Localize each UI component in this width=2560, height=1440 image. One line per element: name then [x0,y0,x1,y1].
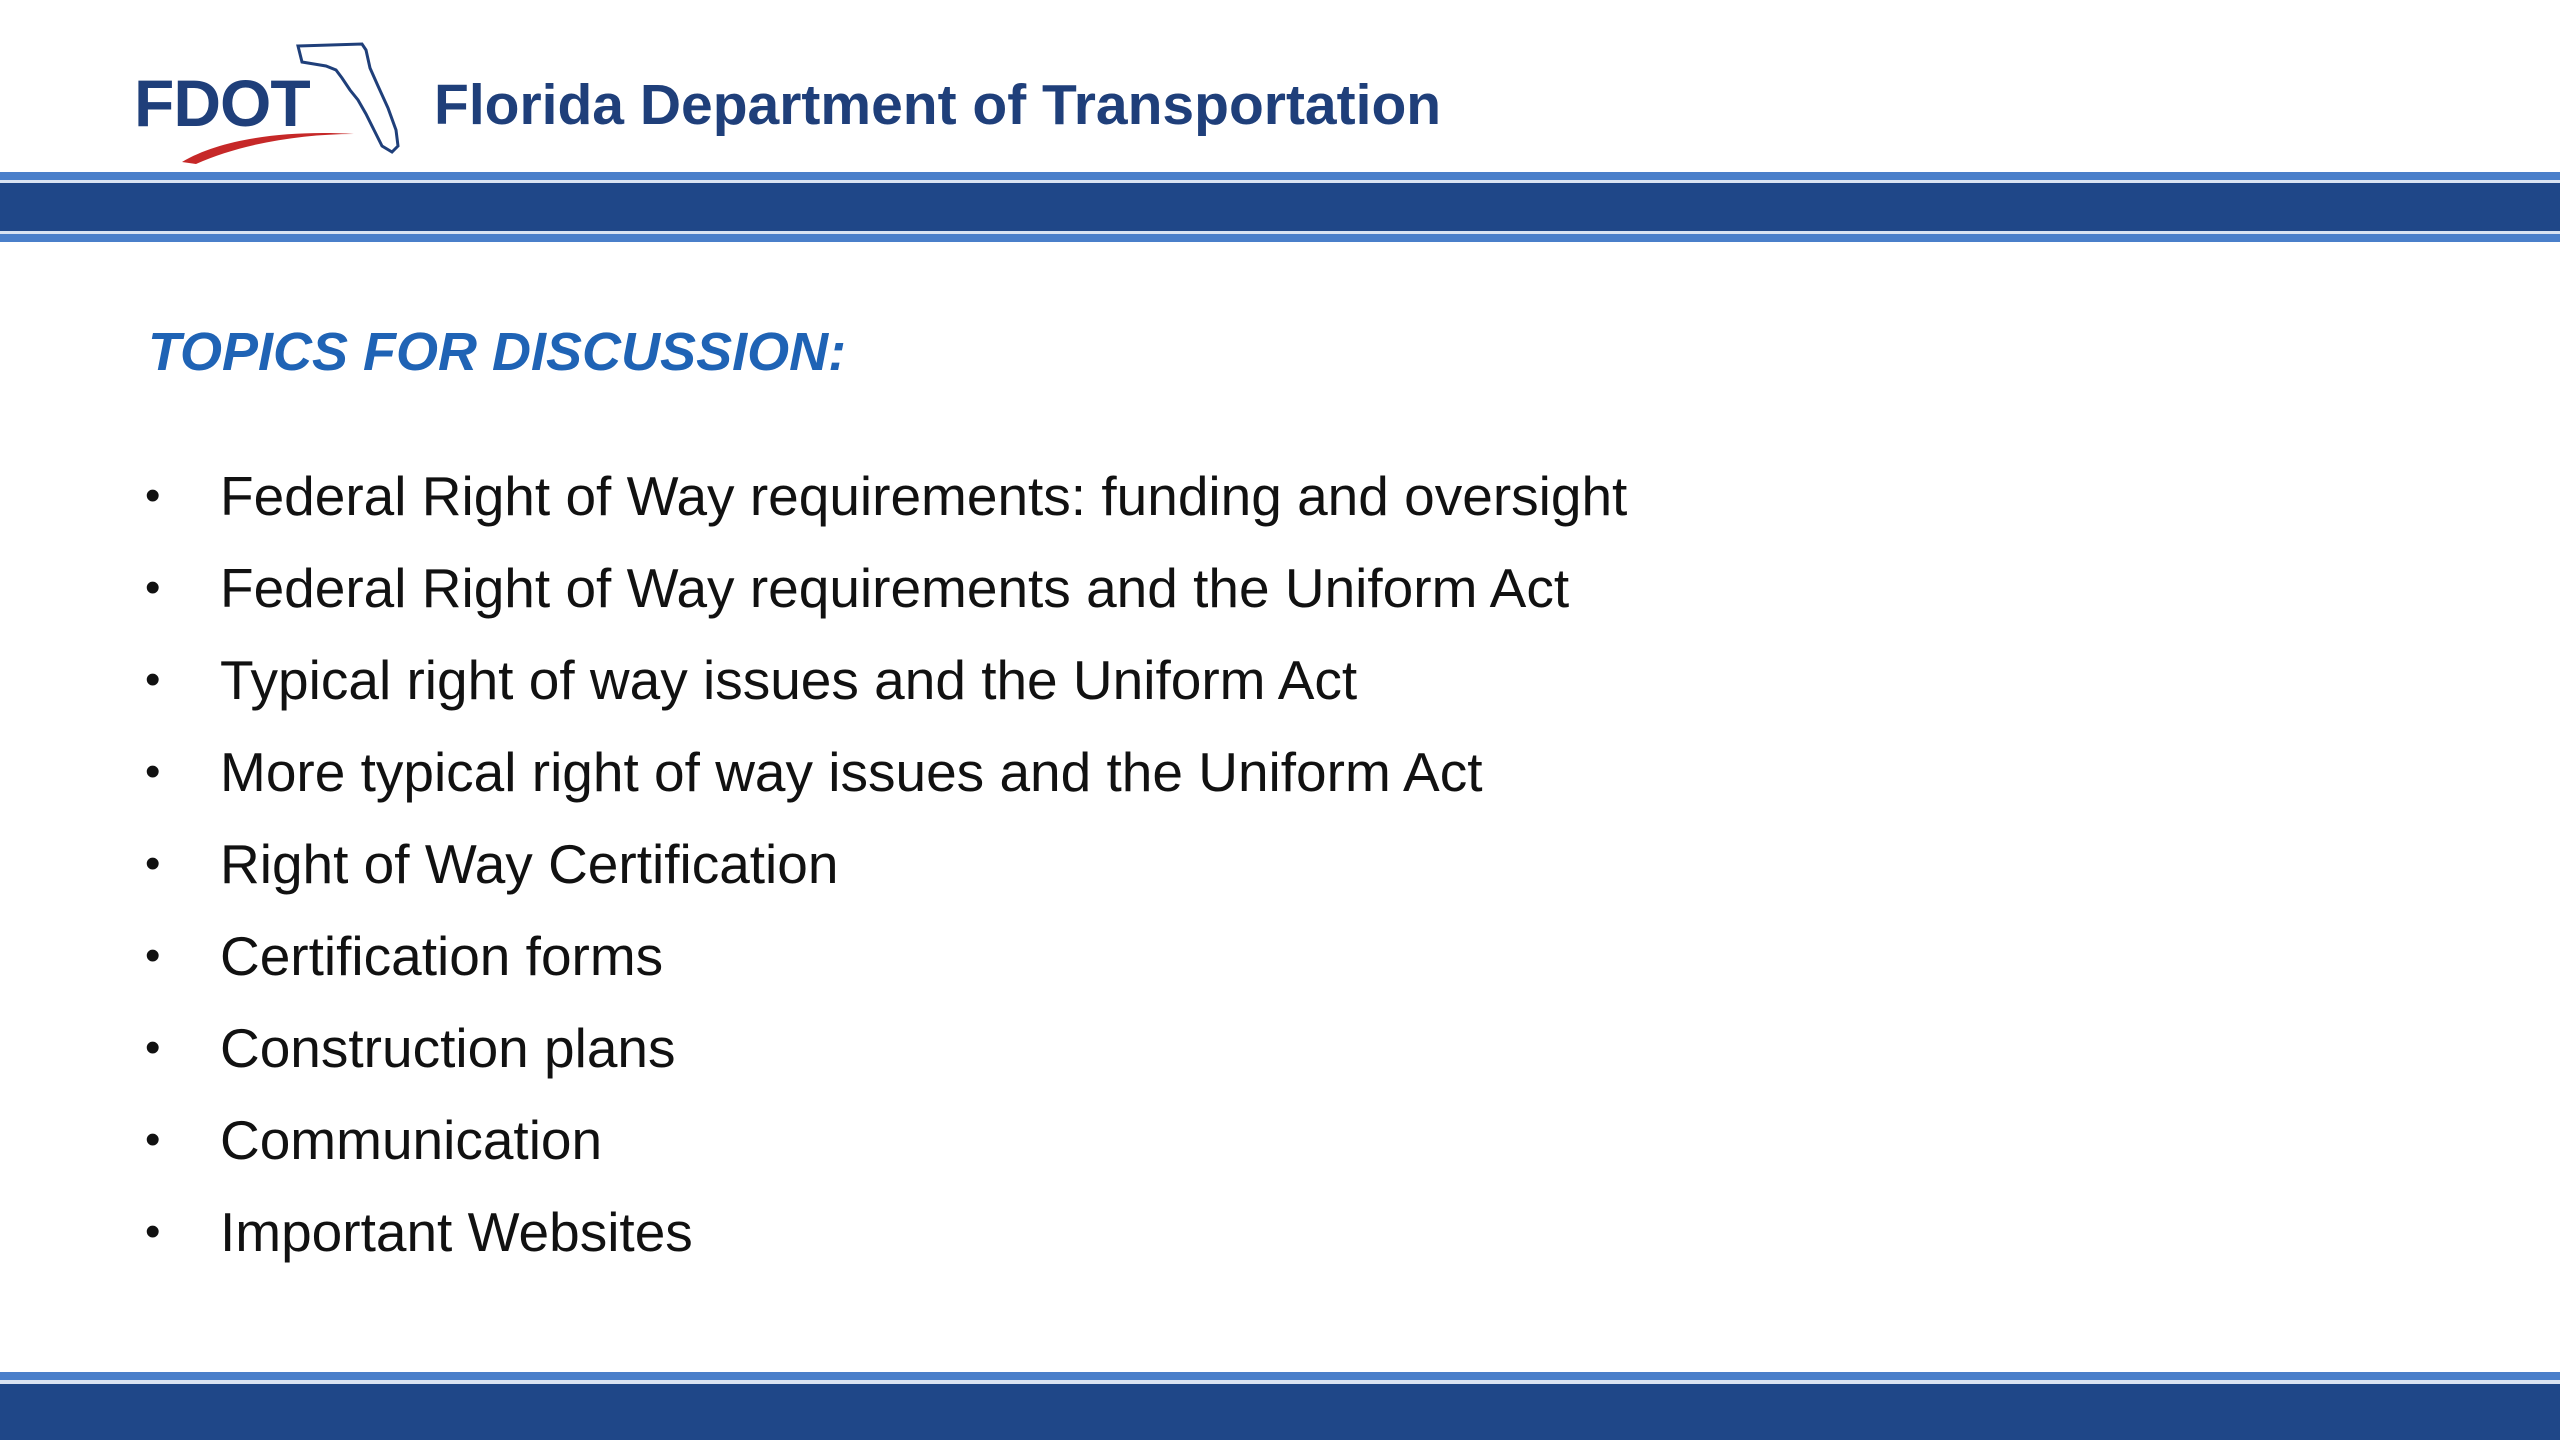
topic-item [0,726,2400,818]
fdot-logo [130,38,412,168]
topic-text: Typical right of way issues and the Uniform Act [220,649,1358,711]
topic-text: Construction plans [220,1017,676,1079]
agency-name: Florida Department of Transportation [434,73,1442,137]
bullet-icon: • [145,563,161,612]
header-band-line [0,234,2560,242]
fdot-logo-graphic [130,38,412,168]
topic-text: Federal Right of Way requirements: funding and oversight [220,465,1628,527]
topic-item [0,818,2400,910]
bullet-icon: • [145,1115,161,1164]
bullet-icon: • [145,931,161,980]
bullet-icon: • [145,655,161,704]
footer-band [0,1384,2560,1440]
topic-item [0,1094,2400,1186]
topic-text: More typical right of way issues and the Uniform Act [220,741,1483,803]
bullet-icon: • [145,471,161,520]
footer-band-line [0,1372,2560,1380]
slide-title: TOPICS FOR DISCUSSION: [148,322,847,382]
topic-text: Right of Way Certification [220,833,839,895]
bullet-icon: • [145,1023,161,1072]
topic-text: Certification forms [220,925,664,987]
topic-item [0,634,2400,726]
topic-text: Communication [220,1109,603,1171]
topic-text: Important Websites [220,1201,693,1263]
topic-item [0,542,2400,634]
header-band [0,183,2560,231]
header-band-line [0,172,2560,180]
topic-text: Federal Right of Way requirements and the Uniform Act [220,557,1570,619]
logo-wordmark: FDOT [134,66,310,140]
topic-item [0,450,2400,542]
topic-list [0,450,2400,1278]
bullet-icon: • [145,839,161,888]
bullet-icon: • [145,1207,161,1256]
bullet-icon: • [145,747,161,796]
topic-item [0,910,2400,1002]
topic-item [0,1002,2400,1094]
topic-item [0,1186,2400,1278]
